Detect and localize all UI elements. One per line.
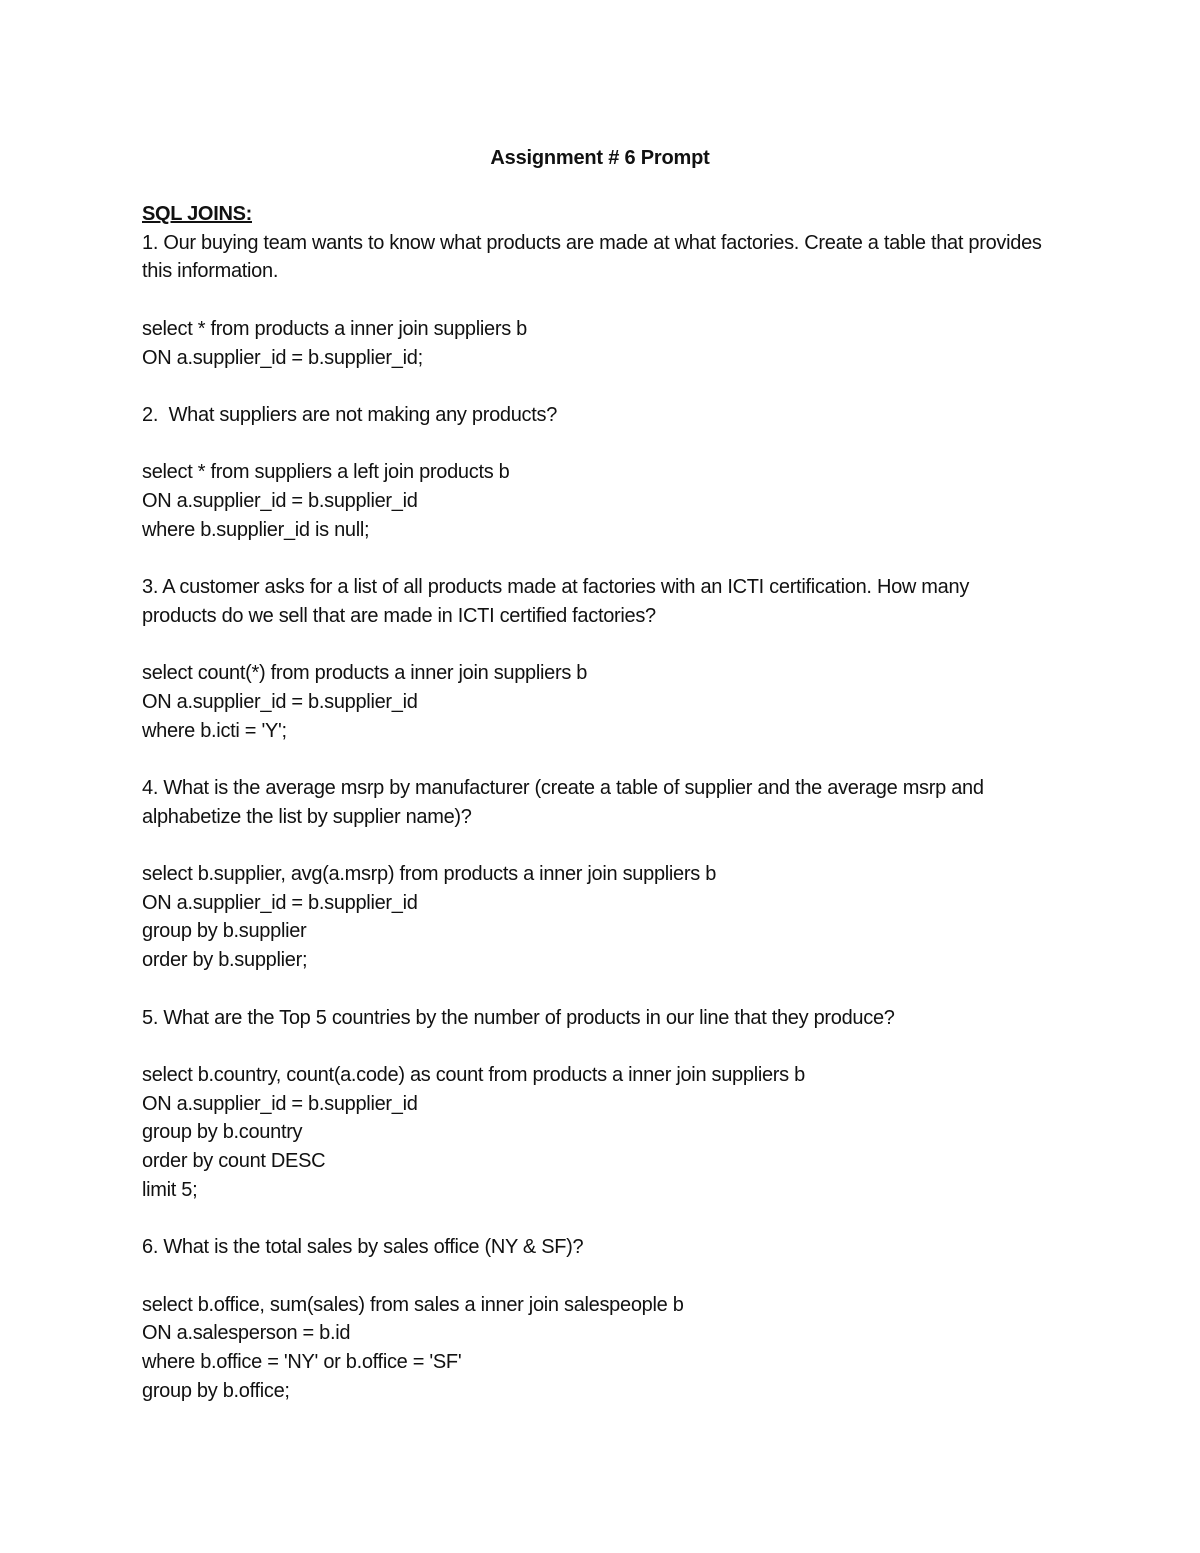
document-title: Assignment # 6 Prompt [490,147,710,169]
query-2-line-2: ON a.supplier_id = b.supplier_id [142,489,418,512]
spacer [142,544,1042,573]
query-3-line-3: where b.icti = 'Y'; [142,719,287,742]
spacer [142,430,1042,459]
query-4-line-2: ON a.supplier_id = b.supplier_id [142,891,418,914]
spacer [142,831,1042,860]
spacer [142,630,1042,659]
spacer [142,745,1042,774]
query-6-line-1: select b.office, sum(sales) from sales a inner join salespeople b [142,1293,684,1316]
query-4-line-4: order by b.supplier; [142,949,308,972]
query-5-line-2: ON a.supplier_id = b.supplier_id [142,1092,418,1115]
query-5-line-5: limit 5; [142,1178,198,1201]
question-3: 3. A customer asks for a list of all products made at factories with an ICTI certification. How many products do we sell that are made in ICTI certified factories? [142,576,970,627]
question-1: 1. Our buying team wants to know what products are made at what factories. Create a table that provides this information. [142,231,1042,283]
question-2: 2. What suppliers are not making any products? [142,403,558,426]
question-6: 6. What is the total sales by sales office (NY & SF)? [142,1236,584,1259]
spacer [142,1204,1042,1233]
query-6-line-3: where b.office = 'NY' or b.office = 'SF' [142,1350,462,1373]
document-body [142,200,1042,1405]
query-5-line-4: order by count DESC [142,1150,326,1173]
query-1-line-1: select * from products a inner join suppliers b [142,317,527,340]
section-heading: SQL JOINS: [142,203,252,225]
spacer [142,1262,1042,1291]
query-4-line-3: group by b.supplier [142,920,307,943]
query-4-line-1: select b.supplier, avg(a.msrp) from products a inner join suppliers b [142,863,717,886]
query-2-line-1: select * from suppliers a left join products b [142,461,510,484]
spacer [142,975,1042,1004]
query-2-line-3: where b.supplier_id is null; [142,518,370,541]
query-3-line-2: ON a.supplier_id = b.supplier_id [142,690,418,713]
spacer [142,372,1042,401]
query-5-line-1: select b.country, count(a.code) as count from products a inner join suppliers b [142,1063,805,1086]
query-5-line-3: group by b.country [142,1121,303,1144]
query-3-line-1: select count(*) from products a inner join suppliers b [142,662,588,685]
query-6-line-4: group by b.office; [142,1379,290,1402]
spacer [142,1032,1042,1061]
query-6-line-2: ON a.salesperson = b.id [142,1322,351,1345]
query-1-line-2: ON a.supplier_id = b.supplier_id; [142,346,423,369]
spacer [142,286,1042,315]
question-5: 5. What are the Top 5 countries by the number of products in our line that they produce? [142,1006,895,1029]
question-4: 4. What is the average msrp by manufacturer (create a table of supplier and the average msrp and alphabetize the list by supplier name)? [142,776,984,828]
